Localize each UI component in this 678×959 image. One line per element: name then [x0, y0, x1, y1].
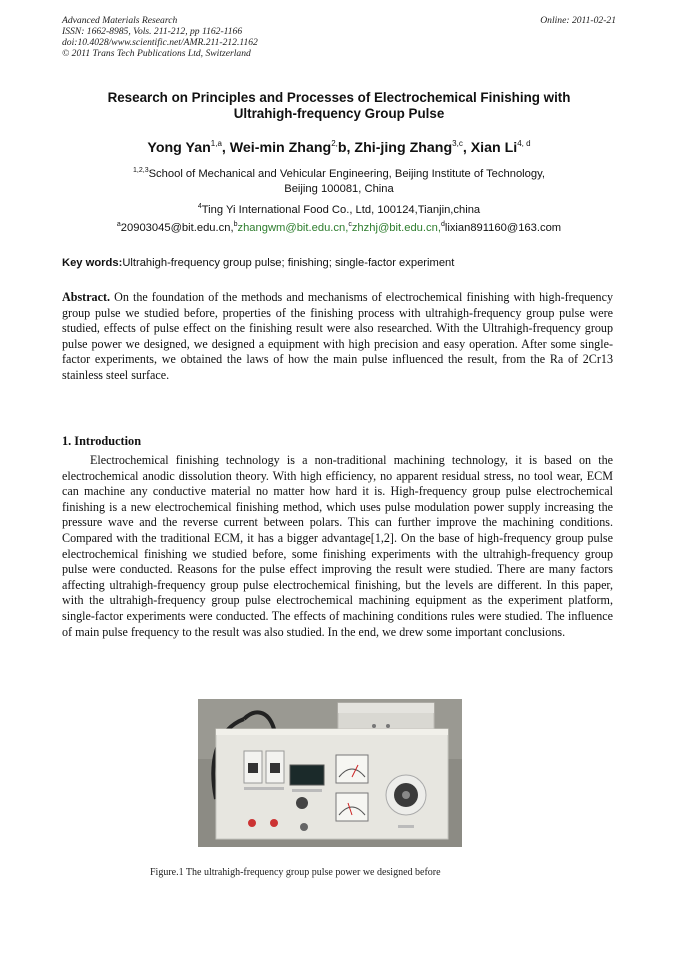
- affiliation-1: [48, 164, 630, 181]
- email-a-sup: a: [116, 221, 121, 228]
- affiliation-2: [48, 200, 630, 217]
- issn-line: ISSN: 1662-8985, Vols. 211-212, pp 1162-1166: [62, 26, 243, 37]
- pulse-power-device-image: [198, 699, 462, 847]
- affiliation-1-text: School of Mechanical and Vehicular Engineering, Beijing Institute of Technology,: [148, 168, 545, 180]
- author-1: Yong Yan: [147, 140, 211, 156]
- author-3-sup: 3,c: [452, 139, 463, 148]
- abstract-label: Abstract.: [62, 290, 111, 304]
- doi-line: doi:10.4028/www.scientific.net/AMR.211-212.1162: [62, 37, 258, 48]
- copyright-line: © 2011 Trans Tech Publications Ltd, Switzerland: [62, 48, 251, 59]
- figure-caption: Figure.1 The ultrahigh-frequency group pulse power we designed before: [150, 867, 441, 878]
- affiliation-2-sup: 4: [197, 203, 202, 210]
- email-c-sup: c: [348, 221, 352, 228]
- keywords-text: Ultrahigh-frequency group pulse; finishing; single-factor experiment: [122, 257, 455, 269]
- paper-title: [48, 90, 630, 122]
- author-list: [48, 135, 630, 157]
- abstract: [62, 290, 613, 383]
- section-heading-introduction: 1. Introduction: [62, 434, 142, 448]
- email-a: 20903045@bit.edu.cn,: [120, 222, 234, 234]
- email-c[interactable]: zhzhj@bit.edu.cn,: [351, 222, 441, 234]
- author-3: Zhi-jing Zhang: [354, 140, 453, 156]
- affiliation-2-text: Ting Yi International Food Co., Ltd, 100124,Tianjin,china: [201, 204, 481, 216]
- author-2-tail: b,: [337, 140, 355, 156]
- journal-header: [62, 15, 616, 59]
- author-2: , Wei-min Zhang: [221, 140, 332, 156]
- figure-photo: [198, 699, 462, 847]
- email-d: lixian891160@163.com: [444, 222, 562, 234]
- title-line-1: Research on Principles and Processes of Electrochemical Finishing with: [107, 90, 571, 105]
- journal-name: Advanced Materials Research: [62, 15, 178, 26]
- online-date: Online: 2011-02-21: [540, 15, 616, 26]
- email-d-sup: d: [440, 221, 445, 228]
- email-b-sup: b: [233, 221, 238, 228]
- affiliation-1-sup: 1,2,3: [133, 167, 149, 174]
- keywords: [62, 256, 618, 270]
- introduction-paragraph: Electrochemical finishing technology is a non-traditional machining technology, it is based on the electrochemical anodic dissolution theory. With high efficiency, no apparent residual stress, no tool wear, ECM can machine any conductive material no matter how hard it is. High-frequency group pulse electrochemical finishing is a new electrochemical finishing method, which uses pulse modulation power supply increasing the pressure wave and the reverse current between polars. This can further improve the machining conditions. Compared with the traditional ECM, it has a bigger advantage[1,2]. On the base of high-frequency group pulse electrochemical finishing we studied before, some finishing experiments with the ultrahigh-frequency group pulse were conducted. Reasons for the pulse effect improving the result were studied. There are many factors affecting ultrahigh-frequency group pulse electrochemical finishing, but the levels are different. In this paper, with the ultrahigh-frequency group pulse electrochemical machining equipment as the experiment platform, single-factor experiments were conducted. The effects of machining conditions rules were studied. The influence of main pulse frequency to the result was also studied. In the end, we drew some important conclusions.: [62, 453, 613, 639]
- author-4: , Xian Li: [462, 140, 518, 156]
- author-4-sup: 4, d: [517, 139, 531, 148]
- title-line-2: Ultrahigh-frequency Group Pulse: [233, 106, 445, 121]
- keywords-label: Key words:: [62, 257, 123, 269]
- email-b[interactable]: zhangwm@bit.edu.cn,: [237, 222, 349, 234]
- author-1-sup: 1,a: [210, 139, 222, 148]
- email-list: [48, 218, 630, 235]
- author-2-sup: 2,: [331, 139, 338, 148]
- affiliation-1-city: Beijing 100081, China: [284, 183, 394, 195]
- abstract-text: On the foundation of the methods and mechanisms of electrochemical finishing with high-frequency group pulse we studied before, properties of the finishing process with ultrahigh-frequency group pulse were studied, effects of pulse effect on the finishing result were also researched. With the Ultrahigh-frequency group pulse power we designed, we designed a equipment with high precision and easy operation. After some single-factor experiments, we obtained the laws of how the main pulse influenced the result, from the Ra of 2Cr13 stainless steel surface.: [62, 290, 613, 382]
